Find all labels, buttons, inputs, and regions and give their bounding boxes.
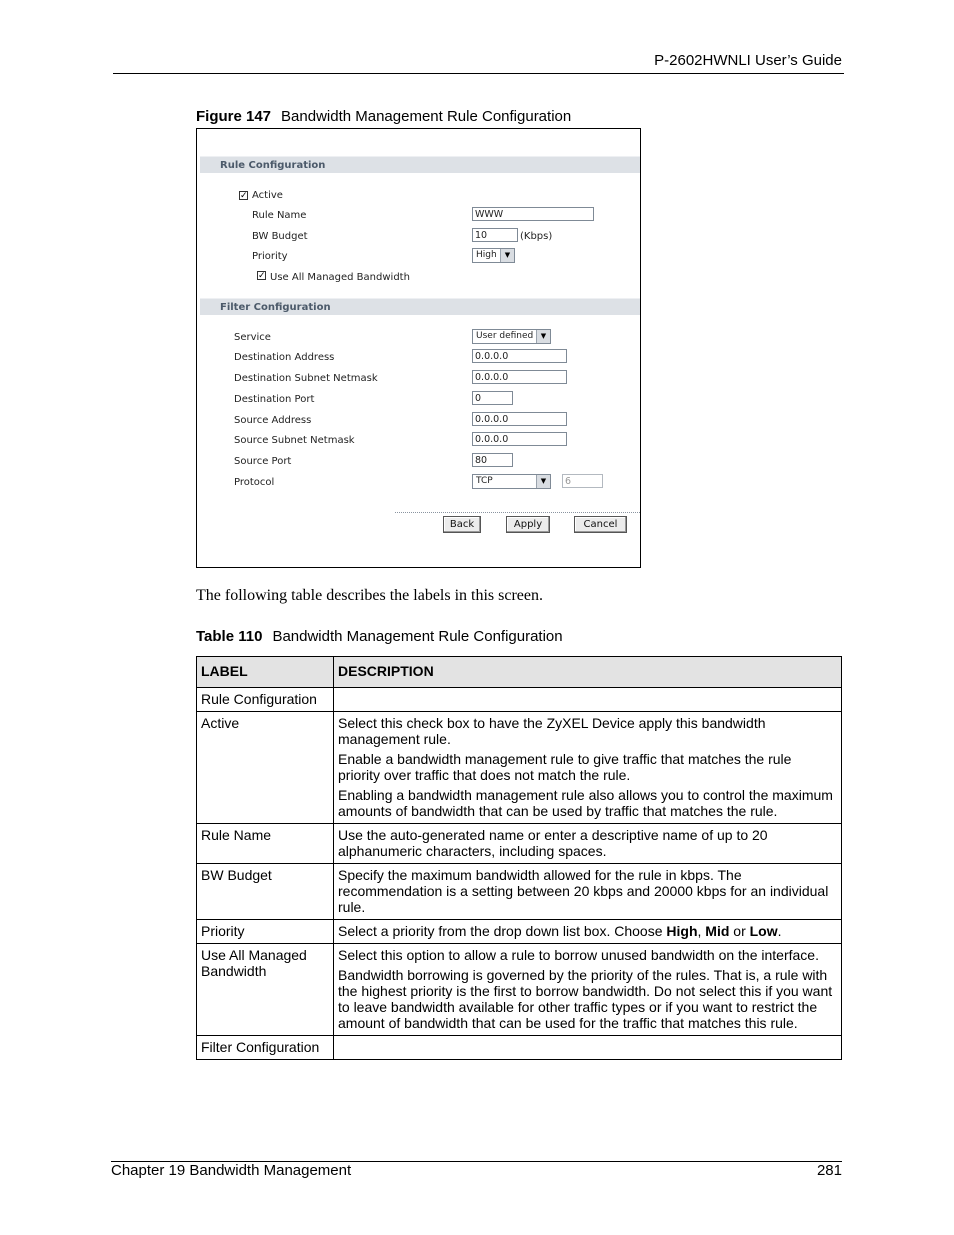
separator: ,	[697, 923, 706, 939]
filter-config-section-header: Filter Configuration	[200, 298, 640, 315]
row-description	[334, 712, 842, 824]
option-high: High	[666, 923, 698, 939]
description-text: Select a priority from the drop down list box. Choose	[338, 923, 667, 939]
table-row	[197, 864, 842, 920]
description-paragraph: Use the auto-generated name or enter a descriptive name of up to 20 alphanumeric characters, including spaces.	[338, 827, 768, 859]
description-paragraph: Enable a bandwidth management rule to give traffic that matches the rule priority over traffic that does not match the rule.	[338, 751, 792, 783]
chapter-title: Chapter 19 Bandwidth Management	[111, 1162, 352, 1179]
table-row	[197, 712, 842, 824]
priority-select[interactable]	[472, 248, 515, 263]
source-netmask-label: Source Subnet Netmask	[234, 435, 355, 446]
figure-number: Figure 147	[196, 108, 272, 125]
description-table	[196, 656, 842, 1060]
row-description	[334, 944, 842, 1036]
source-port-label: Source Port	[234, 456, 292, 467]
row-description	[334, 864, 842, 920]
column-header-label: LABEL	[197, 657, 334, 688]
chevron-down-icon: ▼	[536, 330, 550, 343]
row-description	[334, 920, 842, 944]
bw-budget-input[interactable]: 10	[472, 228, 518, 242]
row-description	[334, 1036, 842, 1060]
description-paragraph: Enabling a bandwidth management rule also allows you to control the maximum amounts of bandwidth that can be used by traffic that matches the rule.	[338, 787, 833, 819]
service-value: User defined	[476, 331, 534, 341]
table-header-row	[197, 657, 842, 688]
description-paragraph: Select this option to allow a rule to borrow unused bandwidth on the interface.	[338, 947, 819, 963]
row-description	[334, 824, 842, 864]
table-row	[197, 688, 842, 712]
use-all-bandwidth-label: Use All Managed Bandwidth	[270, 272, 410, 283]
row-label: Rule Name	[197, 824, 334, 864]
row-label: BW Budget	[197, 864, 334, 920]
bw-budget-label: BW Budget	[252, 231, 308, 242]
separator: or	[729, 923, 750, 939]
source-port-input[interactable]: 80	[472, 453, 513, 467]
rule-config-section-header: Rule Configuration	[200, 156, 640, 173]
dest-address-input[interactable]: 0.0.0.0	[472, 349, 567, 363]
table-row	[197, 944, 842, 1036]
header-rule	[113, 73, 844, 74]
dest-netmask-label: Destination Subnet Netmask	[234, 373, 378, 384]
row-label: Filter Configuration	[197, 1036, 334, 1060]
protocol-number-input[interactable]: 6	[562, 474, 603, 488]
dest-port-label: Destination Port	[234, 394, 315, 405]
priority-value: High	[476, 250, 497, 260]
protocol-value: TCP	[476, 476, 493, 486]
source-address-label: Source Address	[234, 415, 312, 426]
row-label: Rule Configuration	[197, 688, 334, 712]
dest-address-label: Destination Address	[234, 352, 335, 363]
description-paragraph: Specify the maximum bandwidth allowed for the rule in kbps. The recommendation is a setting between 20 kbps and 20000 kbps for an individual rule.	[338, 867, 829, 915]
protocol-select[interactable]	[472, 474, 551, 489]
use-all-bandwidth-checkbox[interactable]: ✓	[258, 271, 266, 281]
row-label: Priority	[197, 920, 334, 944]
guide-title: P-2602HWNLI User’s Guide	[654, 52, 842, 69]
intro-text: The following table describes the labels in this screen.	[196, 587, 544, 604]
table-row	[197, 824, 842, 864]
service-label: Service	[234, 332, 271, 343]
page-number: 281	[816, 1162, 842, 1179]
table-row	[197, 1036, 842, 1060]
description-paragraph: Bandwidth borrowing is governed by the priority of the rules. That is, a rule with the highest priority is the first to borrow bandwidth. Do not select this if you want to leave bandwidth available for other traffic types or if you want to restrict the amount of bandwidth that can be used for the traffic that matches this rule.	[338, 967, 833, 1031]
source-netmask-input[interactable]: 0.0.0.0	[472, 432, 567, 446]
column-header-description: DESCRIPTION	[334, 657, 842, 688]
source-address-input[interactable]: 0.0.0.0	[472, 412, 567, 426]
bw-unit-label: (Kbps)	[520, 231, 553, 242]
active-checkbox[interactable]: ✓	[240, 191, 248, 201]
dest-netmask-input[interactable]: 0.0.0.0	[472, 370, 567, 384]
table-row	[197, 920, 842, 944]
row-description	[334, 688, 842, 712]
chevron-down-icon: ▼	[500, 249, 514, 262]
table-number: Table 110	[196, 628, 263, 645]
option-mid: Mid	[705, 923, 730, 939]
description-paragraph: Select this check box to have the ZyXEL Device apply this bandwidth management rule.	[338, 715, 766, 747]
table-title: Bandwidth Management Rule Configuration	[272, 628, 563, 645]
row-label: Use All Managed Bandwidth	[197, 944, 334, 1036]
figure-caption	[196, 108, 571, 125]
description-paragraph	[338, 923, 837, 939]
divider	[395, 512, 640, 513]
active-label: Active	[252, 190, 283, 201]
rule-name-label: Rule Name	[252, 210, 307, 221]
priority-label: Priority	[252, 251, 288, 262]
service-select[interactable]	[472, 329, 551, 344]
dest-port-input[interactable]: 0	[472, 391, 513, 405]
apply-button[interactable]: Apply	[506, 516, 550, 533]
chevron-down-icon: ▼	[536, 475, 550, 488]
row-label: Active	[197, 712, 334, 824]
rule-config-screenshot	[196, 128, 641, 568]
protocol-label: Protocol	[234, 477, 275, 488]
back-button[interactable]: Back	[443, 516, 481, 533]
rule-name-input[interactable]: WWW	[472, 207, 594, 221]
option-low: Low	[749, 923, 778, 939]
table-caption	[196, 628, 563, 645]
cancel-button[interactable]: Cancel	[574, 516, 627, 533]
separator: .	[777, 923, 782, 939]
figure-title: Bandwidth Management Rule Configuration	[281, 108, 572, 125]
